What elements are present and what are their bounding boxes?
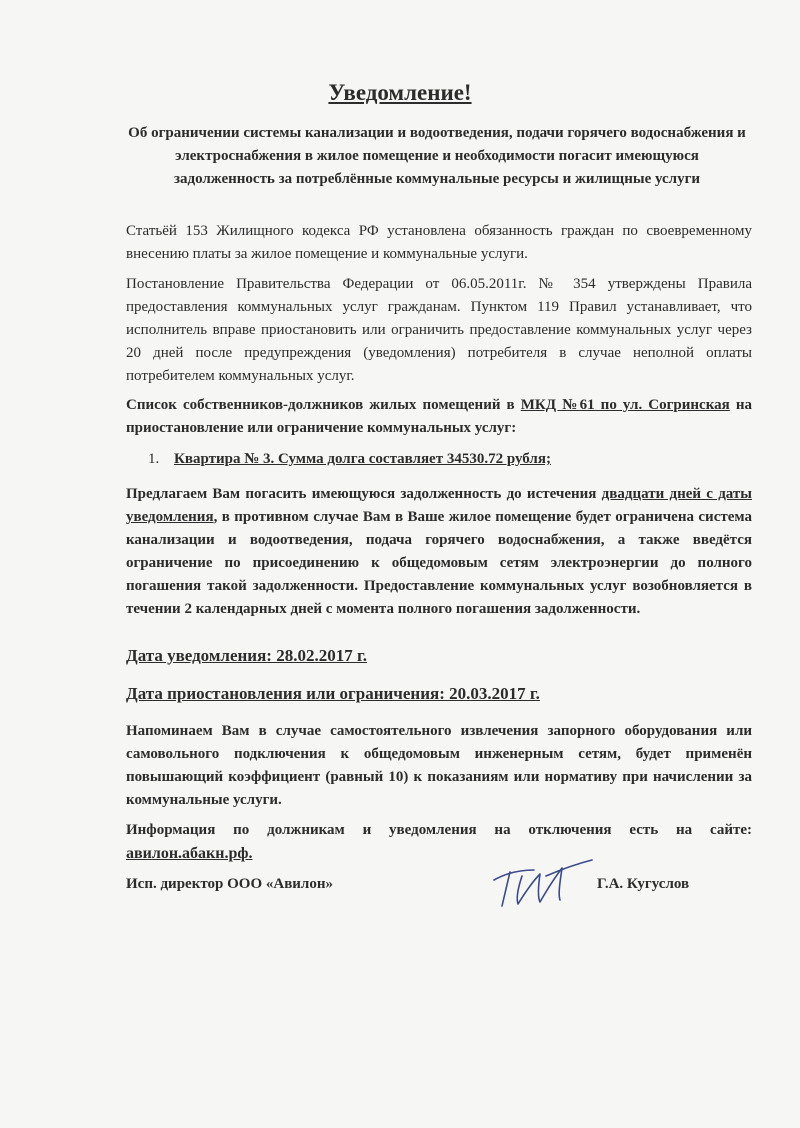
offer-post: , в противном случае Вам в Ваше жилое помещение будет ограничена система канализации и водоотведения, подача горячего водоснабжения, а также введётся ограничение по присоединению к общедомовым сетям электроэнергии до полного погашения такой задолженности. Предоставление коммунальных услуг возобновляется в течении 2 календарных дней с момента полного погашения задолженности. bbox=[126, 509, 752, 617]
document-subtitle: Об ограничении системы канализации и водоотведения, подачи горячего водоснабжения и электроснабжения в жилое помещение и необходимости погасит имеющуюся задолженность за потреблённые коммунальные ресурсы и жилищные услуги bbox=[128, 125, 746, 187]
debtor-list-heading bbox=[126, 394, 752, 440]
signer-title: Исп. директор ООО «Авилон» bbox=[126, 876, 333, 892]
list-item-text: Квартира № 3. Сумма долга составляет 34530.72 рубля; bbox=[174, 451, 551, 467]
paragraph-reminder: Напоминаем Вам в случае самостоятельного извлечения запорного оборудования или самовольного подключения к общедомовым инженерным сетям, будет применён повышающий коэффициент (равный 10) к показаниям или нормативу при начислении за коммунальные услуги. bbox=[126, 723, 752, 808]
info-text: Информация по должникам и уведомления на отключения есть на сайте: bbox=[126, 822, 752, 838]
signature-image bbox=[488, 854, 598, 914]
signer-name: Г.А. Кугуслов bbox=[597, 876, 690, 892]
paragraph-government-decree: Постановление Правительства Федерации от 06.05.2011г. № 354 утверждены Правила предоставления коммунальных услуг гражданам. Пунктом 119 Правил устанавливает, что исполнитель вправе приостановить или ограничить предоставление коммунальных услуг через 20 дней после предупреждения (уведомления) потребителя в случае неполной оплаты потребителем коммунальных услуг. bbox=[126, 276, 752, 384]
notice-date: Дата уведомления: 28.02.2017 г. bbox=[126, 646, 368, 665]
paragraph-payment-offer bbox=[126, 483, 752, 621]
debtor-list-heading-pre: Список собственников-должников жилых помещений в bbox=[126, 397, 521, 413]
website-link[interactable]: авилон.абакн.рф. bbox=[126, 845, 253, 862]
debtor-list-heading-post: на приостановление или ограничение коммунальных услуг: bbox=[126, 397, 752, 436]
list-item-number: 1. bbox=[148, 451, 160, 467]
document-title: Уведомление! bbox=[328, 80, 472, 105]
offer-pre: Предлагаем Вам погасить имеющуюся задолженность до истечения bbox=[126, 486, 602, 502]
offer-deadline: двадцати дней с даты уведомления bbox=[126, 486, 752, 525]
debtor-list-heading-address: МКД №61 по ул. Согринская bbox=[520, 397, 730, 413]
paragraph-housing-code: Статьёй 153 Жилищного кодекса РФ установлена обязанность граждан по своевременному внесению платы за жилое помещение и коммунальные услуги. bbox=[126, 223, 752, 262]
suspension-date: Дата приостановления или ограничения: 20.03.2017 г. bbox=[126, 684, 540, 703]
list-item bbox=[148, 448, 748, 471]
paragraph-info bbox=[126, 819, 752, 866]
